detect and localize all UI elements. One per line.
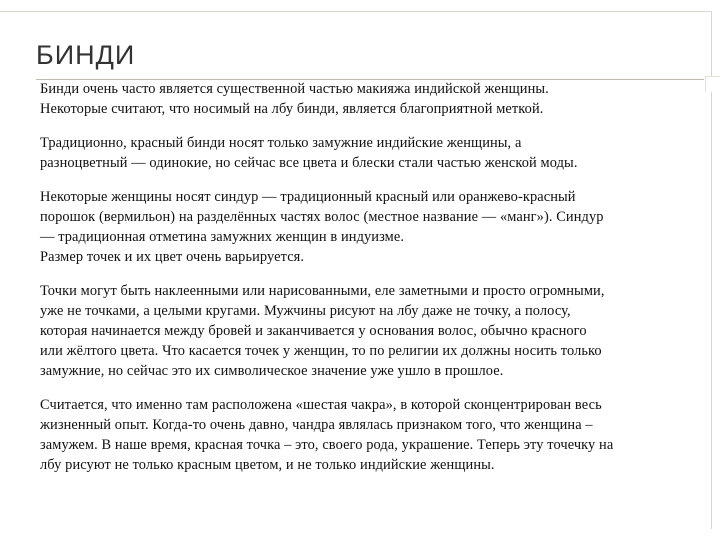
paragraph-line: жизненный опыт. Когда-то очень давно, чандра являлась признаком того, что женщина –: [40, 417, 593, 433]
paragraph-line: порошок (вермильон) на разделённых частях волос (местное название — «манг»). Синдур: [40, 209, 604, 225]
slide-title: БИНДИ: [36, 40, 136, 70]
paragraph-3: [40, 187, 716, 267]
paragraph-line: Точки могут быть наклеенными или нарисованными, еле заметными и просто огромными,: [40, 283, 605, 299]
paragraph-line: или жёлтого цвета. Что касается точек у женщин, то по религии их должны носить только: [40, 343, 602, 359]
slide-body: [40, 79, 716, 489]
paragraph-line: — традиционная отметина замужних женщин в индуизме.: [40, 229, 405, 245]
paragraph-line: Бинди очень часто является существенной частью макияжа индийской женщины.: [40, 81, 549, 97]
paragraph-line: уже не точками, а целыми кругами. Мужчины рисуют на лбу даже не точку, а полосу,: [40, 303, 571, 319]
paragraph-line: которая начинается между бровей и заканчивается у основания волос, обычно красного: [40, 323, 587, 339]
frame-top-line: [0, 11, 712, 12]
paragraph-line: Некоторые женщины носят синдур — традиционный красный или оранжево-красный: [40, 189, 576, 205]
paragraph-line: Некоторые считают, что носимый на лбу бинди, является благоприятной меткой.: [40, 101, 544, 117]
paragraph-line: Традиционно, красный бинди носят только замужние индийские женщины, а: [40, 135, 522, 151]
paragraph-1: [40, 79, 716, 119]
paragraph-line: Размер точек и их цвет очень варьируется.: [40, 249, 305, 265]
paragraph-2: [40, 133, 716, 173]
paragraph-line: замужем. В наше время, красная точка – это, своего рода, украшение. Теперь эту точечку на: [40, 437, 614, 453]
paragraph-5: [40, 395, 716, 475]
paragraph-line: лбу рисуют не только красным цветом, и не только индийские женщины.: [40, 457, 495, 473]
paragraph-line: Считается, что именно там расположена «шестая чакра», в которой сконцентрирован весь: [40, 397, 602, 413]
paragraph-line: замужние, но сейчас это их символическое значение уже ушло в прошлое.: [40, 363, 504, 379]
paragraph-4: [40, 281, 716, 381]
paragraph-line: разноцветный — одинокие, но сейчас все цвета и блески стали частью женской моды.: [40, 155, 578, 171]
